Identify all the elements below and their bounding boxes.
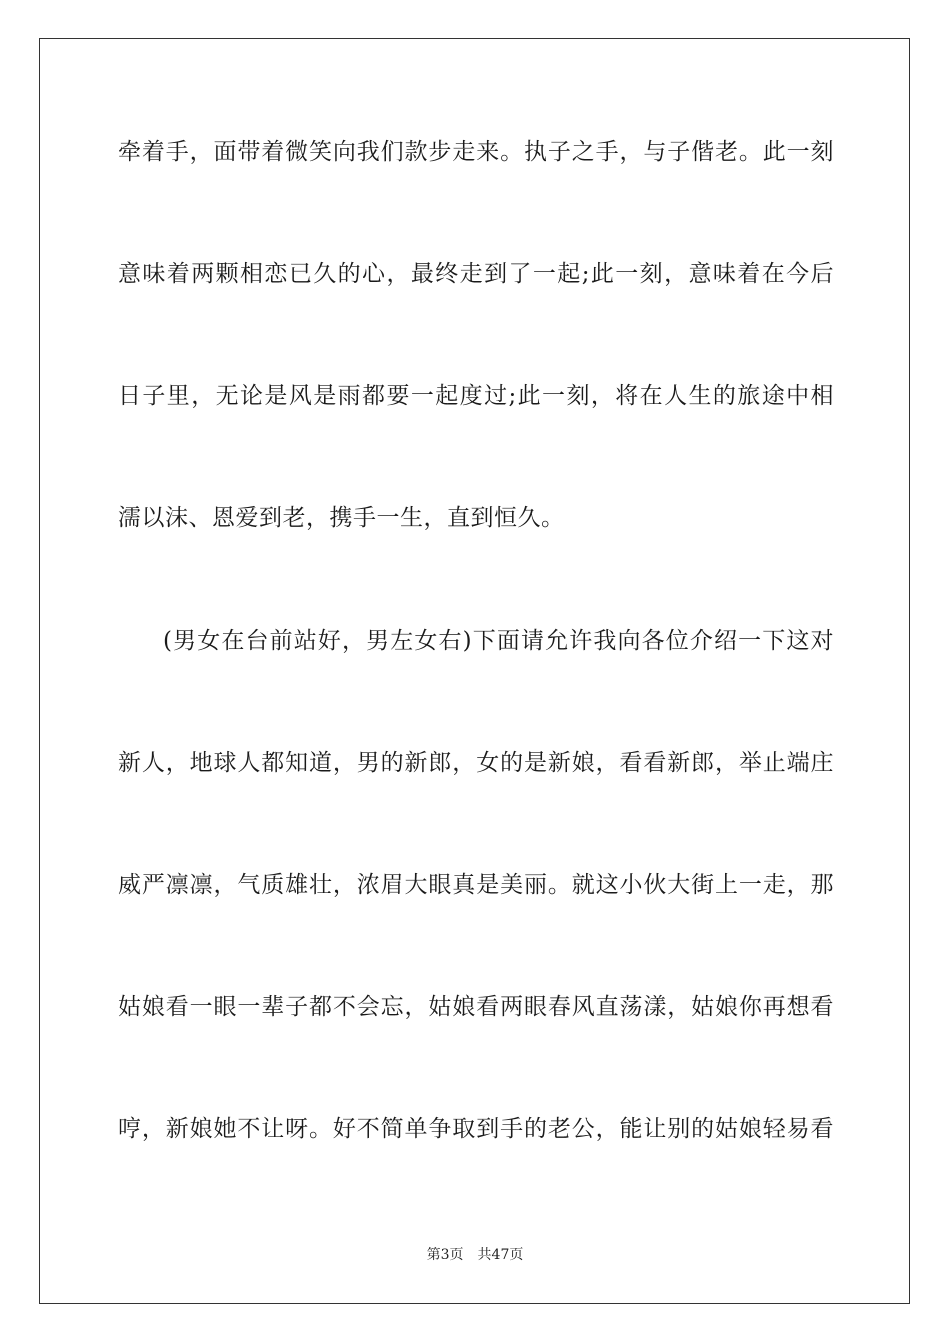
body-text-line: 牵着手，面带着微笑向我们款步走来。执子之手，与子偕老。此一刻: [118, 139, 834, 165]
body-text-line: 日子里，无论是风是雨都要一起度过;此一刻，将在人生的旅途中相: [118, 383, 834, 409]
page-number: 第3页: [426, 1247, 464, 1263]
page-footer: [0, 1246, 950, 1264]
body-text-line: 新人，地球人都知道，男的新郎，女的是新娘，看看新郎，举止端庄: [118, 750, 834, 776]
body-text-line: 姑娘看一眼一辈子都不会忘，姑娘看两眼春风直荡漾，姑娘你再想看: [118, 994, 834, 1020]
body-text-line: 哼，新娘她不让呀。好不简单争取到手的老公，能让别的姑娘轻易看: [118, 1116, 834, 1142]
body-text-line: 威严凛凛，气质雄壮，浓眉大眼真是美丽。就这小伙大街上一走，那: [118, 872, 834, 898]
body-text-line: 濡以沫、恩爱到老，携手一生，直到恒久。: [118, 505, 565, 531]
paragraph-first-line: (男女在台前站好，男左女右)下面请允许我向各位介绍一下这对: [163, 628, 834, 654]
page-total: 共47页: [477, 1247, 524, 1263]
body-text-line: 意味着两颗相恋已久的心，最终走到了一起;此一刻，意味着在今后: [118, 261, 834, 287]
